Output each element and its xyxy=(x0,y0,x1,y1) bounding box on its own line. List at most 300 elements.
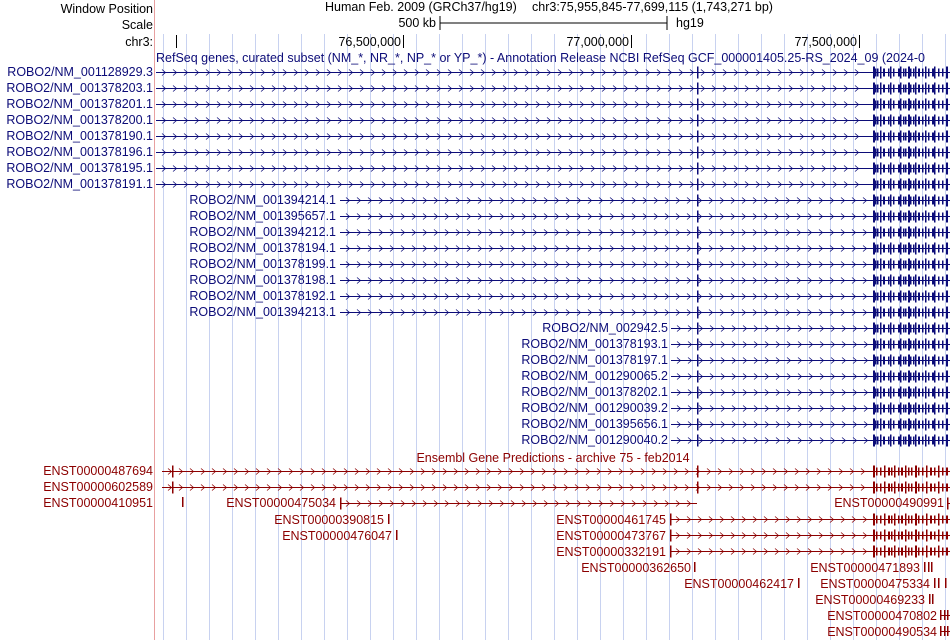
exon-block xyxy=(888,341,890,349)
exon-block xyxy=(888,117,890,125)
exon-block xyxy=(947,498,949,510)
exon-block xyxy=(946,516,948,524)
transcript-label[interactable]: ROBO2/NM_002942.5 xyxy=(542,321,668,335)
exon-block xyxy=(922,548,924,556)
exon-block xyxy=(875,229,877,237)
exon-block xyxy=(697,243,699,255)
exon-block xyxy=(926,466,928,478)
exon-block xyxy=(893,421,895,429)
transcript-label[interactable]: ROBO2/NM_001378195.1 xyxy=(6,161,153,175)
exon-block xyxy=(873,99,875,111)
exon-block xyxy=(910,149,912,157)
exon-block xyxy=(880,323,882,335)
exon-block xyxy=(890,291,892,303)
transcript-label[interactable]: ROBO2/NM_001378198.1 xyxy=(189,273,336,287)
scale-label: Scale xyxy=(121,18,153,32)
exon-block xyxy=(946,211,948,223)
exon-block xyxy=(932,421,934,429)
exon-block xyxy=(697,403,699,415)
exon-block xyxy=(900,131,902,143)
exon-block xyxy=(900,403,902,415)
exon-block xyxy=(883,117,885,125)
exon-block xyxy=(908,371,910,383)
exon-block xyxy=(910,309,912,317)
exon-block xyxy=(910,405,912,413)
exon-block xyxy=(908,307,910,319)
exon-block xyxy=(922,293,924,301)
exon-block xyxy=(946,179,948,191)
refseq-group-1[interactable] xyxy=(6,65,950,191)
exon-block xyxy=(908,211,910,223)
exon-block xyxy=(932,293,934,301)
transcript-label[interactable]: ROBO2/NM_001290065.2 xyxy=(521,369,668,383)
exon-block xyxy=(915,259,917,271)
exon-block xyxy=(925,227,927,239)
exon-block xyxy=(915,546,917,558)
exon-block xyxy=(875,277,877,285)
exon-block xyxy=(898,309,900,317)
exon-block xyxy=(901,532,903,540)
exon-block xyxy=(932,357,934,365)
exon-block xyxy=(938,405,940,413)
exon-block xyxy=(890,243,892,255)
exon-block xyxy=(894,466,896,478)
exon-block xyxy=(890,83,892,95)
exon-block xyxy=(900,355,902,367)
ensembl-transcript-label[interactable]: ENST00000332191 xyxy=(556,545,666,559)
exon-block xyxy=(880,83,882,95)
db-label: hg19 xyxy=(676,16,704,30)
transcript-label[interactable]: ROBO2/NM_001378202.1 xyxy=(521,385,668,399)
exon-block xyxy=(697,387,699,399)
exon-block xyxy=(942,197,944,205)
exon-block xyxy=(880,259,882,271)
exon-block xyxy=(888,133,890,141)
exon-block xyxy=(918,341,920,349)
exon-block xyxy=(900,291,902,303)
exon-block xyxy=(905,514,907,526)
exon-block xyxy=(697,419,699,431)
exon-block xyxy=(922,245,924,253)
transcript-label[interactable]: ROBO2/NM_001378196.1 xyxy=(6,145,153,159)
exon-block xyxy=(938,277,940,285)
exon-block xyxy=(880,179,882,191)
exon-block xyxy=(898,389,900,397)
transcript-label[interactable]: ROBO2/NM_001378194.1 xyxy=(189,241,336,255)
transcript-label[interactable]: ROBO2/NM_001378203.1 xyxy=(6,81,153,95)
exon-block xyxy=(903,197,905,205)
transcript-label[interactable]: ROBO2/NM_001395656.1 xyxy=(521,417,668,431)
exon-block xyxy=(875,181,877,189)
exon-block xyxy=(898,197,900,205)
exon-block xyxy=(911,548,913,556)
exon-block xyxy=(888,437,890,445)
exon-block xyxy=(880,291,882,303)
exon-block xyxy=(938,530,940,542)
exon-block xyxy=(890,275,892,287)
transcript-label[interactable]: ROBO2/NM_001378199.1 xyxy=(189,257,336,271)
exon-block xyxy=(903,101,905,109)
transcript-label[interactable]: ROBO2/NM_001394214.1 xyxy=(189,193,336,207)
exon-block xyxy=(905,389,907,397)
exon-block xyxy=(942,532,944,540)
exon-block xyxy=(873,227,875,239)
transcript-label[interactable]: ROBO2/NM_001378201.1 xyxy=(6,97,153,111)
refseq-group-3[interactable] xyxy=(521,321,950,447)
transcript-label[interactable]: ROBO2/NM_001378200.1 xyxy=(6,113,153,127)
exon-block xyxy=(913,101,915,109)
exon-block xyxy=(942,245,944,253)
exon-block xyxy=(873,115,875,127)
exon-block xyxy=(873,403,875,415)
exon-block xyxy=(903,213,905,221)
transcript-label[interactable]: ROBO2/NM_001378190.1 xyxy=(6,129,153,143)
exon-block xyxy=(946,147,948,159)
exon-block xyxy=(938,197,940,205)
exon-block xyxy=(918,309,920,317)
exon-block xyxy=(932,101,934,109)
exon-block xyxy=(903,293,905,301)
exon-block xyxy=(932,341,934,349)
exon-block xyxy=(922,309,924,317)
exon-block xyxy=(934,516,936,524)
ensembl-transcript-label[interactable]: ENST00000362650 xyxy=(581,561,691,575)
exon-block xyxy=(942,229,944,237)
exon-block xyxy=(934,468,936,476)
exon-block xyxy=(922,149,924,157)
transcript-label[interactable]: ROBO2/NM_001378191.1 xyxy=(6,177,153,191)
exon-block xyxy=(930,468,932,476)
exon-block xyxy=(913,309,915,317)
exon-block xyxy=(938,165,940,173)
exon-block xyxy=(905,277,907,285)
exon-block xyxy=(880,435,882,447)
exon-block xyxy=(931,562,933,572)
exon-block xyxy=(922,468,924,476)
ensembl-transcript-label[interactable]: ENST00000475334 xyxy=(820,577,930,591)
exon-block xyxy=(926,482,928,494)
exon-block xyxy=(913,437,915,445)
header xyxy=(61,0,860,49)
exon-block xyxy=(946,99,948,111)
exon-block xyxy=(697,179,699,191)
exon-block xyxy=(901,484,903,492)
exon-block xyxy=(883,357,885,365)
exon-block xyxy=(893,261,895,269)
exon-block xyxy=(910,213,912,221)
exon-block xyxy=(922,117,924,125)
exon-block xyxy=(938,389,940,397)
exon-block xyxy=(918,133,920,141)
exon-block xyxy=(898,229,900,237)
exon-block xyxy=(880,131,882,143)
exon-block xyxy=(893,229,895,237)
exon-block xyxy=(922,532,924,540)
exon-block xyxy=(898,293,900,301)
exon-block xyxy=(946,291,948,303)
exon-block xyxy=(893,341,895,349)
exon-block xyxy=(915,419,917,431)
exon-block xyxy=(925,307,927,319)
exon-block xyxy=(880,195,882,207)
exon-block xyxy=(890,323,892,335)
exon-block xyxy=(875,85,877,93)
exon-block xyxy=(913,197,915,205)
exon-block xyxy=(877,341,879,349)
exon-block xyxy=(942,85,944,93)
exon-block xyxy=(880,355,882,367)
exon-block xyxy=(903,437,905,445)
exon-block xyxy=(894,530,896,542)
transcript-label[interactable]: ROBO2/NM_001378193.1 xyxy=(521,337,668,351)
ensembl-transcript-label[interactable]: ENST00000476047 xyxy=(282,529,392,543)
exon-block xyxy=(934,387,936,399)
exon-block xyxy=(873,195,875,207)
exon-block xyxy=(938,357,940,365)
exon-block xyxy=(918,85,920,93)
exon-block xyxy=(880,211,882,223)
exon-block xyxy=(918,245,920,253)
exon-block xyxy=(934,339,936,351)
exon-block xyxy=(875,405,877,413)
exon-block xyxy=(880,67,882,79)
exon-block xyxy=(898,325,900,333)
exon-block xyxy=(915,355,917,367)
exon-block xyxy=(925,131,927,143)
exon-block xyxy=(915,179,917,191)
exon-block xyxy=(903,69,905,77)
exon-block xyxy=(890,211,892,223)
exon-block xyxy=(893,181,895,189)
exon-block xyxy=(875,373,877,381)
exon-block xyxy=(880,516,882,524)
exon-block xyxy=(928,245,930,253)
exon-block xyxy=(890,163,892,175)
exon-block xyxy=(942,405,944,413)
exon-block xyxy=(898,101,900,109)
exon-block xyxy=(890,115,892,127)
exon-block xyxy=(942,548,944,556)
exon-block xyxy=(894,514,896,526)
refseq-group-2[interactable] xyxy=(189,193,950,319)
transcript-label[interactable]: ROBO2/NM_001378197.1 xyxy=(521,353,668,367)
exon-block xyxy=(898,277,900,285)
exon-block xyxy=(915,131,917,143)
exon-block xyxy=(938,181,940,189)
exon-block xyxy=(922,421,924,429)
exon-block xyxy=(922,165,924,173)
exon-block xyxy=(918,165,920,173)
exon-block xyxy=(697,435,699,447)
exon-block xyxy=(925,403,927,415)
exon-block xyxy=(942,325,944,333)
exon-block xyxy=(877,261,879,269)
exon-block xyxy=(890,179,892,191)
exon-block xyxy=(877,117,879,125)
exon-block xyxy=(172,466,174,478)
exon-block xyxy=(901,468,903,476)
exon-block xyxy=(893,293,895,301)
transcript-label[interactable]: ROBO2/NM_001378192.1 xyxy=(189,289,336,303)
ensembl-transcript-label[interactable]: ENST00000490991 xyxy=(834,496,944,510)
exon-block xyxy=(932,85,934,93)
ensembl-transcript-label[interactable]: ENST00000490534 xyxy=(827,625,937,639)
exon-block xyxy=(938,133,940,141)
exon-block xyxy=(910,421,912,429)
exon-block xyxy=(918,197,920,205)
exon-block xyxy=(876,468,878,476)
exon-block xyxy=(915,323,917,335)
exon-block xyxy=(942,437,944,445)
exon-block xyxy=(934,83,936,95)
ensembl-transcript-label[interactable]: ENST00000390815 xyxy=(274,513,384,527)
exon-block xyxy=(915,435,917,447)
exon-block xyxy=(900,435,902,447)
exon-block xyxy=(908,131,910,143)
ensembl-track-title[interactable]: Ensembl Gene Predictions - archive 75 - feb2014 xyxy=(416,451,690,465)
exon-block xyxy=(922,69,924,77)
exon-block xyxy=(893,69,895,77)
exon-block xyxy=(908,323,910,335)
exon-block xyxy=(883,293,885,301)
transcript-label[interactable]: ROBO2/NM_001395657.1 xyxy=(189,209,336,223)
exon-block xyxy=(918,229,920,237)
ensembl-transcript-label[interactable]: ENST00000473767 xyxy=(556,529,666,543)
exon-block xyxy=(942,468,944,476)
exon-block xyxy=(888,516,890,524)
exon-block xyxy=(946,67,948,79)
exon-block xyxy=(946,83,948,95)
exon-block xyxy=(908,67,910,79)
ensembl-transcript-label[interactable]: ENST00000410951 xyxy=(43,496,153,510)
exon-block xyxy=(934,211,936,223)
exon-block xyxy=(875,261,877,269)
exon-block xyxy=(877,389,879,397)
exon-block xyxy=(883,101,885,109)
transcript-label[interactable]: ROBO2/NM_001128929.3 xyxy=(7,65,153,79)
ensembl-transcript-label[interactable]: ENST00000487694 xyxy=(43,464,153,478)
exon-block xyxy=(880,115,882,127)
exon-block xyxy=(880,147,882,159)
exon-block xyxy=(918,117,920,125)
exon-block xyxy=(942,69,944,77)
exon-block xyxy=(910,261,912,269)
position-text: chr3:75,955,845-77,699,115 (1,743,271 bp) xyxy=(532,0,773,14)
exon-block xyxy=(908,179,910,191)
ensembl-transcript-label[interactable]: ENST00000462417 xyxy=(684,577,794,591)
exon-block xyxy=(938,421,940,429)
exon-block xyxy=(905,101,907,109)
exon-block xyxy=(903,245,905,253)
exon-block xyxy=(903,309,905,317)
ensembl-track[interactable] xyxy=(43,451,950,639)
exon-block xyxy=(942,133,944,141)
exon-block xyxy=(876,532,878,540)
exon-block xyxy=(182,497,184,507)
ensembl-transcript-label[interactable]: ENST00000461745 xyxy=(556,513,666,527)
exon-block xyxy=(893,437,895,445)
exon-block xyxy=(905,85,907,93)
exon-block xyxy=(938,482,940,494)
exon-block xyxy=(946,387,948,399)
transcript-label[interactable]: ROBO2/NM_001394213.1 xyxy=(189,305,336,319)
exon-block xyxy=(934,275,936,287)
exon-block xyxy=(934,227,936,239)
exon-block xyxy=(910,165,912,173)
exon-block xyxy=(946,323,948,335)
transcript-label[interactable]: ROBO2/NM_001290040.2 xyxy=(521,433,668,447)
transcript-label[interactable]: ROBO2/NM_001394212.1 xyxy=(189,225,336,239)
exon-block xyxy=(900,115,902,127)
refseq-track[interactable] xyxy=(6,51,950,447)
exon-block xyxy=(891,468,893,476)
exon-block xyxy=(876,516,878,524)
exon-block xyxy=(697,195,699,207)
exon-block xyxy=(875,421,877,429)
exon-block xyxy=(908,516,910,524)
exon-block xyxy=(918,101,920,109)
exon-block xyxy=(888,548,890,556)
exon-block xyxy=(932,437,934,445)
exon-block xyxy=(934,243,936,255)
ensembl-transcript-label[interactable]: ENST00000469233 xyxy=(815,593,925,607)
exon-block xyxy=(938,293,940,301)
exon-block xyxy=(900,387,902,399)
ensembl-transcript-label[interactable]: ENST00000471893 xyxy=(810,561,920,575)
exon-block xyxy=(883,133,885,141)
exon-block xyxy=(908,403,910,415)
exon-block xyxy=(880,419,882,431)
transcript-label[interactable]: ROBO2/NM_001290039.2 xyxy=(521,401,668,415)
exon-block xyxy=(877,69,879,77)
refseq-track-title[interactable]: RefSeq genes, curated subset (NM_*, NR_*, NP_* or YP_*) - Annotation Release NCBI RefSeq GCF_000001405.25-RS_2024_09 (2024-0 xyxy=(156,51,925,65)
exon-block xyxy=(911,532,913,540)
exon-block xyxy=(875,325,877,333)
exon-block xyxy=(938,229,940,237)
exon-block xyxy=(913,181,915,189)
exon-block xyxy=(875,357,877,365)
exon-block xyxy=(928,562,930,572)
exon-block xyxy=(929,594,931,604)
ensembl-transcript-label[interactable]: ENST00000475034 xyxy=(226,496,336,510)
exon-block xyxy=(396,530,398,540)
exon-block xyxy=(903,181,905,189)
exon-block xyxy=(893,389,895,397)
exon-block xyxy=(900,99,902,111)
exon-block xyxy=(905,181,907,189)
exon-block xyxy=(900,243,902,255)
ensembl-transcript-label[interactable]: ENST00000602589 xyxy=(43,480,153,494)
exon-block xyxy=(910,389,912,397)
exon-block xyxy=(905,213,907,221)
exon-block xyxy=(877,293,879,301)
exon-block xyxy=(946,548,948,556)
exon-block xyxy=(915,243,917,255)
ensembl-transcript-label[interactable]: ENST00000470802 xyxy=(827,609,937,623)
exon-block xyxy=(918,181,920,189)
exon-block xyxy=(898,261,900,269)
exon-block xyxy=(884,466,886,478)
exon-block xyxy=(913,165,915,173)
exon-block xyxy=(903,341,905,349)
exon-block xyxy=(890,307,892,319)
exon-block xyxy=(925,99,927,111)
exon-block xyxy=(877,373,879,381)
exon-block xyxy=(913,341,915,349)
exon-block xyxy=(928,261,930,269)
exon-block xyxy=(932,325,934,333)
exon-block xyxy=(893,149,895,157)
